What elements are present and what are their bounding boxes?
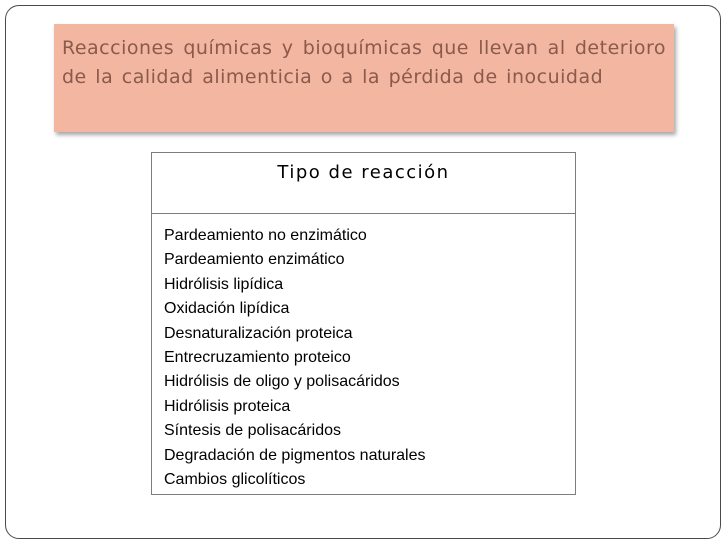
list-item: Degradación de pigmentos naturales: [164, 446, 426, 464]
list-item: Desnaturalización proteica: [164, 324, 353, 342]
reaction-list: [152, 214, 575, 492]
list-item: Oxidación lipídica: [164, 300, 290, 318]
list-item: Pardeamiento enzimático: [164, 251, 345, 269]
list-item: Síntesis de polisacáridos: [164, 422, 341, 440]
list-item: Hidrólisis de oligo y polisacáridos: [164, 373, 400, 391]
slide-title: Reacciones químicas y bioquímicas que llevan al deterioro de la calidad alimenticia o a la pérdida de inocuidad: [62, 37, 666, 88]
list-item: Entrecruzamiento proteico: [164, 349, 351, 367]
list-item: Pardeamiento no enzimático: [164, 227, 367, 244]
list-item: Hidrólisis proteica: [164, 397, 291, 415]
table-header-label: Tipo de reacción: [277, 162, 450, 183]
title-box: [54, 24, 674, 132]
table-header: [152, 153, 575, 214]
reaction-table: [151, 152, 576, 495]
list-item: Hidrólisis lipídica: [164, 275, 284, 293]
list-item: Cambios glicolíticos: [164, 471, 306, 489]
